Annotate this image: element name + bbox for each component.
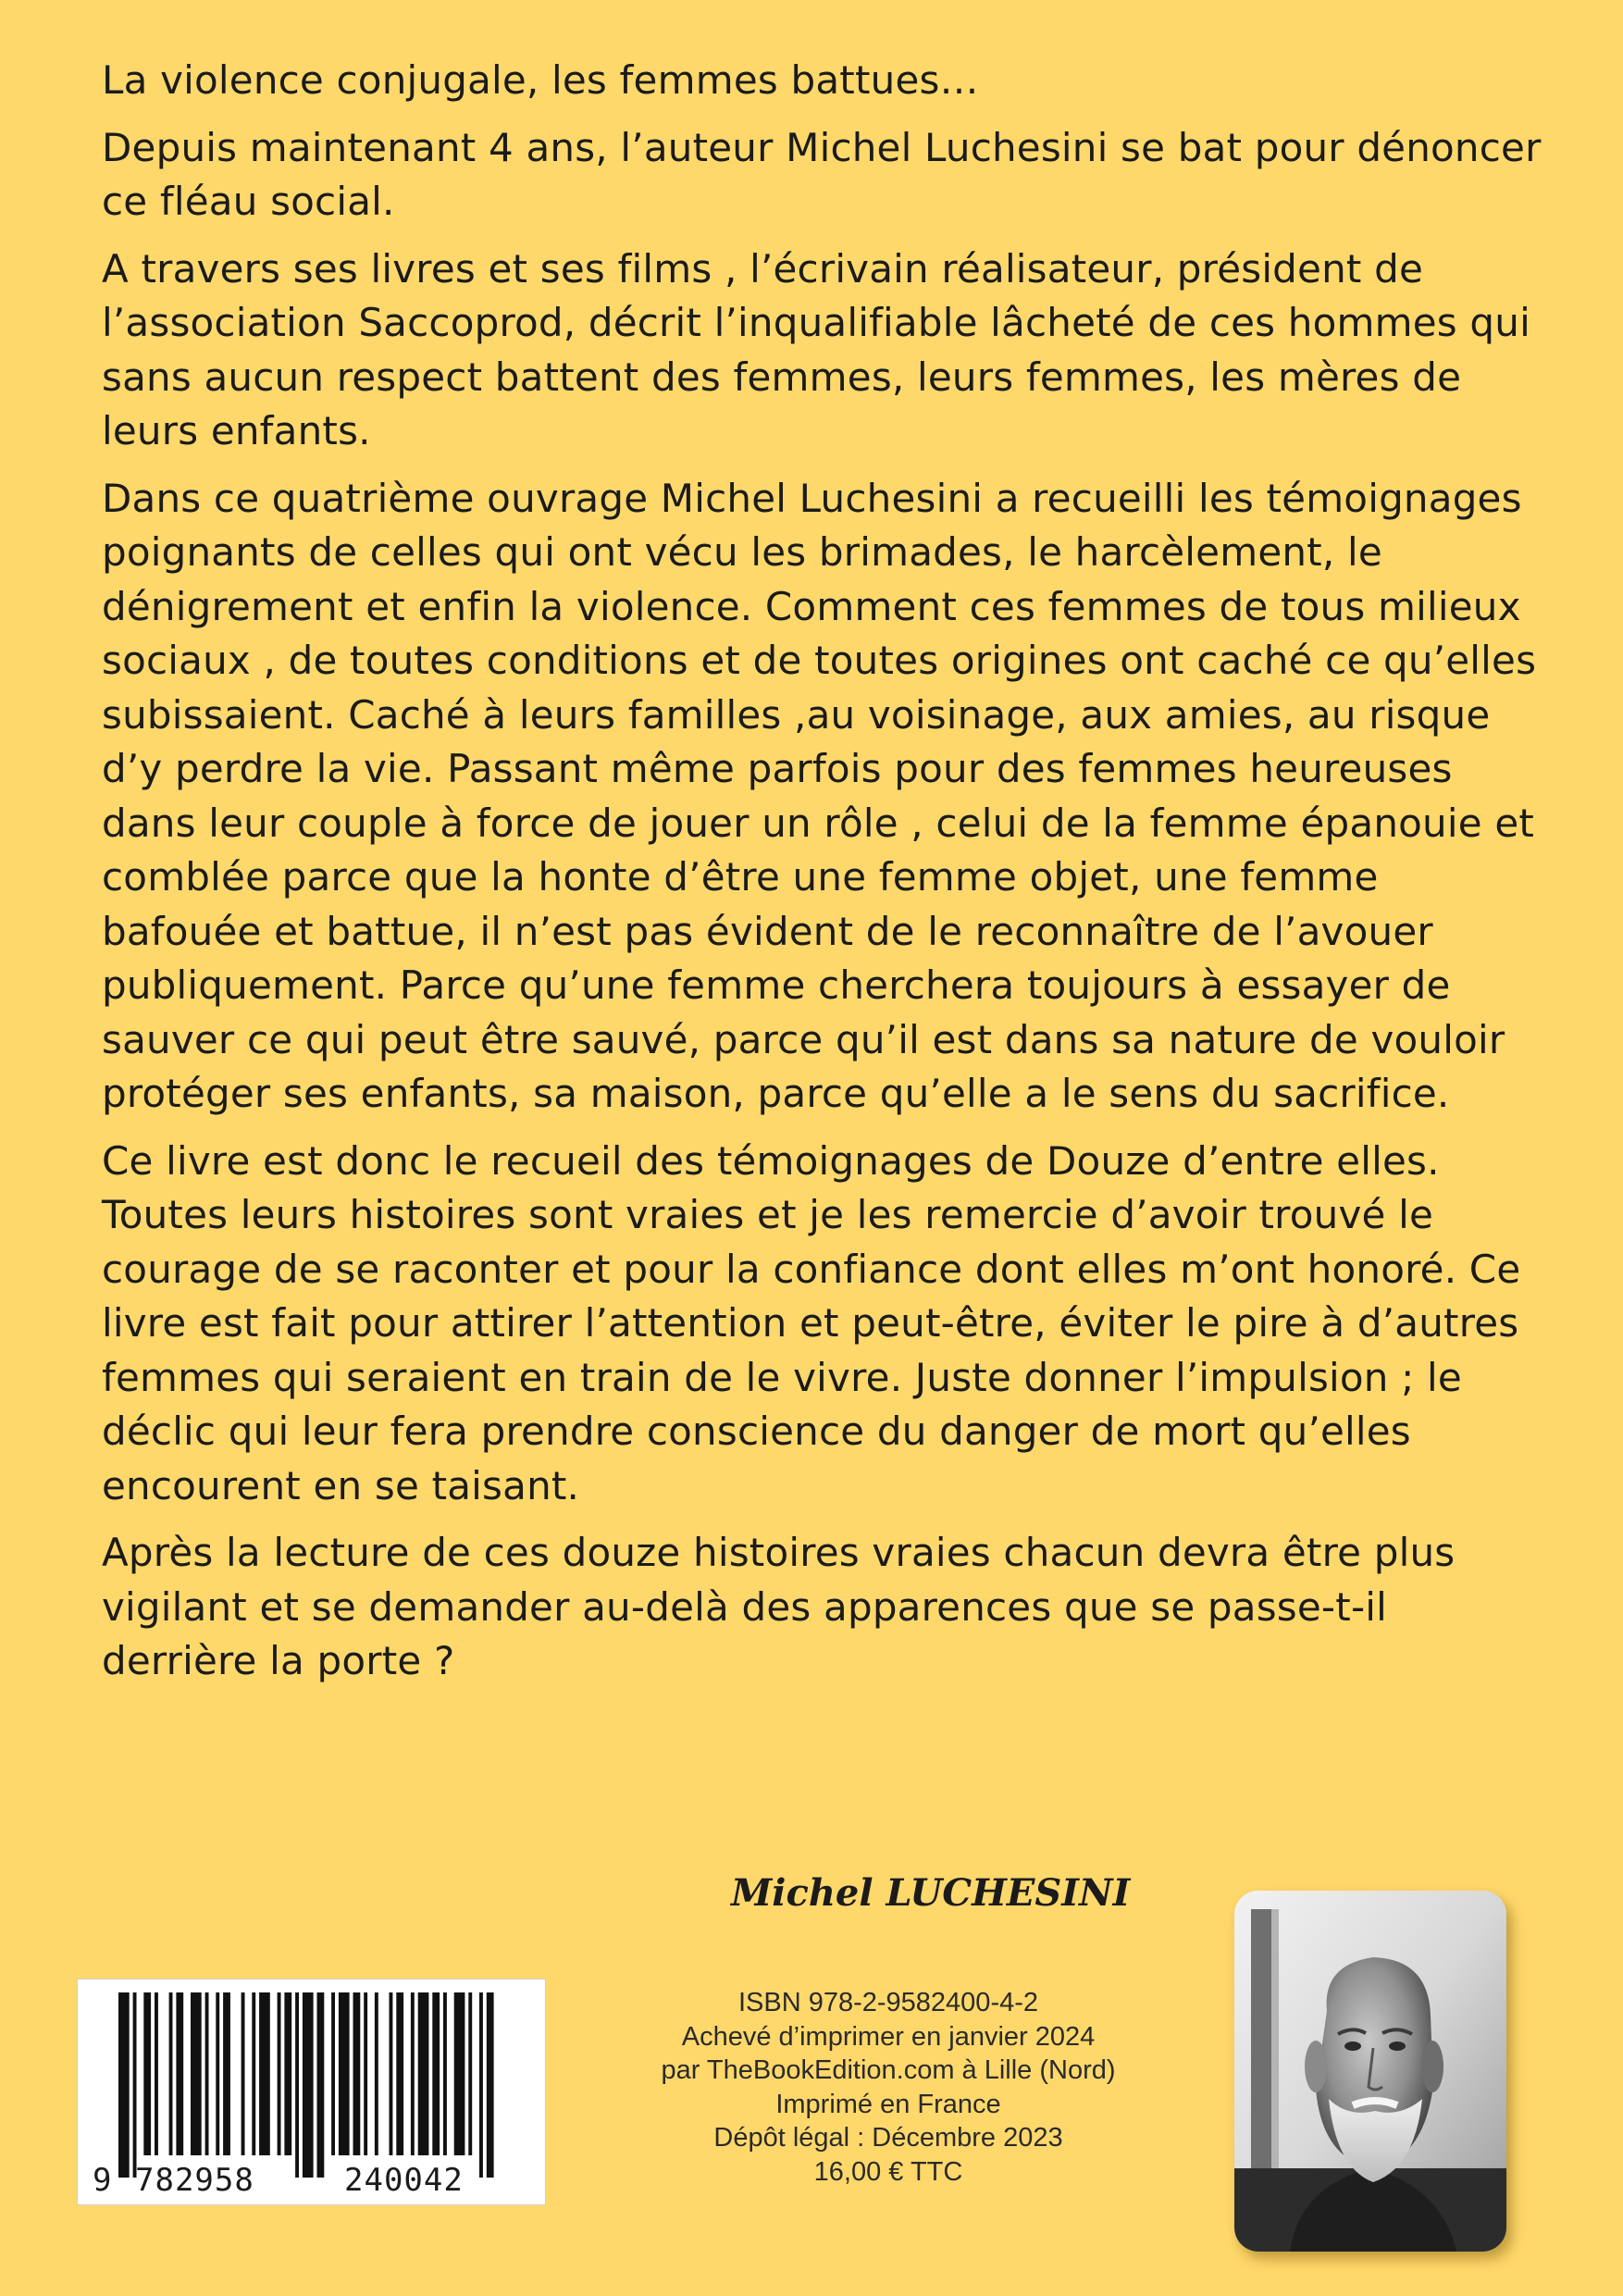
- price-line: 16,00 € TTC: [813, 2156, 963, 2187]
- printer-line: par TheBookEdition.com à Lille (Nord): [661, 2055, 1116, 2085]
- barcode-bar: [331, 1992, 335, 2155]
- back-cover-text: [102, 54, 1545, 1702]
- barcode-bar: [278, 1992, 281, 2155]
- barcode-bar: [252, 1992, 255, 2155]
- barcode-bar: [418, 1992, 429, 2155]
- barcode-bar: [169, 1992, 173, 2155]
- barcode-bar: [454, 1992, 465, 2155]
- barcode-bar: [375, 1992, 378, 2155]
- country-line: Imprimé en France: [775, 2089, 1001, 2119]
- barcode-bar: [468, 1992, 472, 2155]
- paragraph-books-films: A travers ses livres et ses films , l’écrivain réalisateur, président de l’association Saccoprod, décrit l’inqualifiable lâcheté de ces hommes qui sans aucun respect battent des femmes, leurs femmes, les mères de leurs enfants.: [102, 245, 1530, 453]
- barcode-bar: [176, 1992, 183, 2155]
- barcode-bar: [443, 1992, 447, 2155]
- author-signature: Michel LUCHESINI: [731, 1871, 1131, 1915]
- author-portrait-icon: [1234, 1891, 1506, 2252]
- imprint-block: [592, 1986, 1184, 2189]
- isbn-line: ISBN 978-2-9582400-4-2: [737, 1988, 1039, 2017]
- barcode-bar: [259, 1992, 270, 2155]
- barcode-bar: [295, 1992, 299, 2178]
- barcode-bar: [155, 1992, 158, 2155]
- barcode-bar: [432, 1992, 440, 2155]
- paragraph-testimonies: Dans ce quatrième ouvrage Michel Luchesini a recueilli les témoignages poignants de celles qui ont vécu les brimades, le harcèlement, le dénigrement et enfin la violence. Comment ces femmes de tous milieux sociaux , de toutes conditions et de toutes origines ont caché ce qu’elles subissaient. Caché à leurs familles ,au voisinage, aux amies, au risque d’y perdre la vie. Passant même parfois pour des femmes heureuses dans leur couple à force de jouer un rôle , celui de la femme épanouie et comblée parce que la honte d’être une femme objet, une femme bafouée et battue, il n’est pas évident de le reconnaître de l’avouer publiquement. Parce qu’une femme cherchera toujours à essayer de sauver ce qui peut être sauvé, parce qu’il est dans sa nature de vouloir protéger ses enfants, sa maison, parce qu’elle a le sens du sacrifice.: [102, 475, 1537, 1116]
- author-photo: [1234, 1891, 1506, 2252]
- barcode-bar: [205, 1992, 209, 2155]
- barcode-bar: [284, 1992, 291, 2155]
- barcode-digit-first: 9: [93, 2162, 113, 2199]
- barcode-bar: [191, 1992, 202, 2155]
- barcode-bar: [118, 1992, 130, 2178]
- printed-date-line: Achevé d’imprimer en janvier 2024: [681, 2021, 1096, 2052]
- barcode-bar: [364, 1992, 367, 2155]
- paragraph-twelve-women: Ce livre est donc le recueil des témoignages de Douze d’entre elles. Toutes leurs histoires sont vraies et je les remercie d’avoir trouvé le courage de se raconter et pour la confiance dont elles m’ont honoré. Ce livre est fait pour attirer l’attention et peut-être, éviter le pire à d’autres femmes qui seraient en train de le vivre. Juste donner l’impulsion ; le déclic qui leur fera prendre conscience du danger de mort qu’elles encourent en se taisant.: [102, 1137, 1521, 1508]
- barcode-digits-right: 240042: [344, 2162, 464, 2199]
- barcode-bar: [411, 1992, 415, 2155]
- barcode-bar: [143, 1992, 151, 2155]
- barcode-bar: [317, 1992, 325, 2178]
- isbn-barcode: [77, 1979, 546, 2205]
- barcode-digits-left: 782958: [135, 2162, 254, 2199]
- paragraph-author-fight: Depuis maintenant 4 ans, l’auteur Michel Luchesini se bat pour dénoncer ce fléau social.: [102, 124, 1542, 224]
- barcode-bar: [390, 1992, 393, 2155]
- barcode-bar: [223, 1992, 230, 2155]
- barcode-bar: [216, 1992, 219, 2155]
- paragraph-intro: La violence conjugale, les femmes battues…: [102, 57, 979, 103]
- barcode-bar: [479, 1992, 483, 2178]
- legal-deposit-line: Dépôt légal : Décembre 2023: [713, 2123, 1063, 2153]
- barcode-bar: [242, 1992, 245, 2155]
- barcode-bar: [353, 1992, 361, 2155]
- barcode-bar: [396, 1992, 403, 2155]
- barcode-bar: [133, 1992, 137, 2178]
- barcode-bar: [487, 1992, 494, 2178]
- barcode-bar: [339, 1992, 350, 2155]
- barcode-bar: [303, 1992, 314, 2178]
- paragraph-conclusion: Après la lecture de ces douze histoires vraies chacun devra être plus vigilant et se demander au-delà des apparences que se passe-t-il derrière la porte ?: [102, 1530, 1456, 1683]
